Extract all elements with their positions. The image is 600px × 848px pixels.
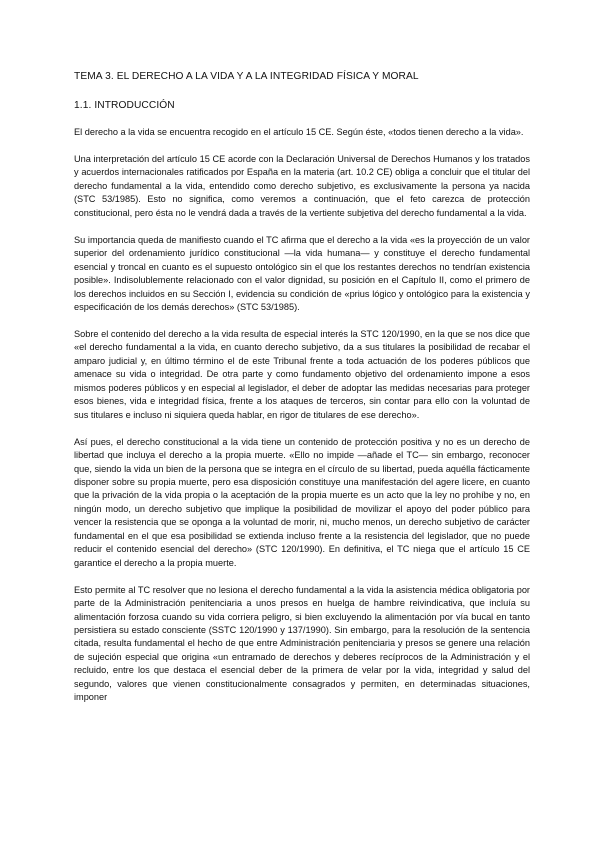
paragraph: Una interpretación del artículo 15 CE acorde con la Declaración Universal de Derechos Humanos y los tratados y acuerdos internacionales ratificados por España en la materia (art. 10.2 CE) obliga a concluir que el titular del derecho fundamental a la vida, entendido como derecho subjetivo, es exclusivamente la persona ya nacida (STC 53/1985). Esto no significa, como veremos a continuación, que el feto carezca de protección constitucional, pero ésta no le vendrá dada a través de la vertiente subjetiva del derecho fundamental a la vida. [74,153,530,218]
section-heading: 1.1. INTRODUCCIÓN [74,100,175,111]
document-body [74,70,530,718]
paragraph: El derecho a la vida se encuentra recogido en el artículo 15 CE. Según éste, «todos tienen derecho a la vida». [74,127,524,137]
chapter-title: TEMA 3. EL DERECHO A LA VIDA Y A LA INTEGRIDAD FÍSICA Y MORAL [74,71,419,82]
paragraph: Sobre el contenido del derecho a la vida resulta de especial interés la STC 120/1990, en la que se nos dice que «el derecho fundamental a la vida, en cuanto derecho subjetivo, da a sus titulares la posibilidad de recabar el amparo judicial y, en último término el de este Tribunal frente a toda actuación de los poderes públicos que amenace su vida o integridad. De otra parte y como fundamento objetivo del ordenamiento impone a esos mismos poderes públicos y en especial al legislador, el deber de adoptar las medidas necesarias para proteger esos bienes, vida e integridad física, frente a los ataques de terceros, sin contar para ello con la voluntad de sus titulares e incluso ni siquiera queda hablar, en rigor de titulares de ese derecho». [74,328,530,420]
paragraph: Su importancia queda de manifiesto cuando el TC afirma que el derecho a la vida «es la proyección de un valor superior del ordenamiento jurídico constitucional —la vida humana— y constituye el derecho fundamental esencial y troncal en cuanto es el supuesto ontológico sin el que los restantes derechos no tendrían existencia posible». Indisolublemente relacionado con el valor dignidad, su posición en el Capítulo II, como el primero de los derechos incluidos en su Sección I, evidencia su condición de «prius lógico y ontológico para la existencia y especificación de los demás derechos» (STC 53/1985). [74,234,530,312]
paragraph: Esto permite al TC resolver que no lesiona el derecho fundamental a la vida la asistencia médica obligatoria por parte de la Administración penitenciaria a unos presos en huelga de hambre reivindicativa, que incluía su alimentación forzosa cuando su vida corriera peligro, si bien excluyendo la alimentación por vía bucal en tanto persistiera su estado consciente (SSTC 120/1990 y 137/1990). Sin embargo, para la resolución de la sentencia citada, resulta fundamental el hecho de que entre Administración penitenciaria y presos se genere una relación de sujeción especial que origina «un entramado de derechos y deberes recíprocos de la Administración y el recluido, entre los que destaca el esencial deber de la primera de velar por la vida, integridad y salud del segundo, valores que vienen constitucionalmente consagrados y permiten, en determinadas situaciones, imponer [74,584,530,703]
paragraph: Así pues, el derecho constitucional a la vida tiene un contenido de protección positiva y no es un derecho de libertad que incluya el derecho a la propia muerte. «Ello no impide —añade el TC— sin embargo, reconocer que, siendo la vida un bien de la persona que se integra en el círculo de su libertad, pueda aquélla fácticamente disponer sobre su propia muerte, pero esa disposición constituye una manifestación del agere licere, en cuanto que la privación de la vida propia o la aceptación de la propia muerte es un acto que la ley no prohíbe y no, en ningún modo, un derecho subjetivo que implique la posibilidad de movilizar el apoyo del poder público para vencer la resistencia que se oponga a la voluntad de morir, ni, mucho menos, un derecho subjetivo de carácter fundamental en el que esa posibilidad se extienda incluso frente a la resistencia del legislador, que no puede reducir el contenido esencial del derecho» (STC 120/1990). En definitiva, el TC niega que el artículo 15 CE garantice el derecho a la propia muerte. [74,436,530,568]
